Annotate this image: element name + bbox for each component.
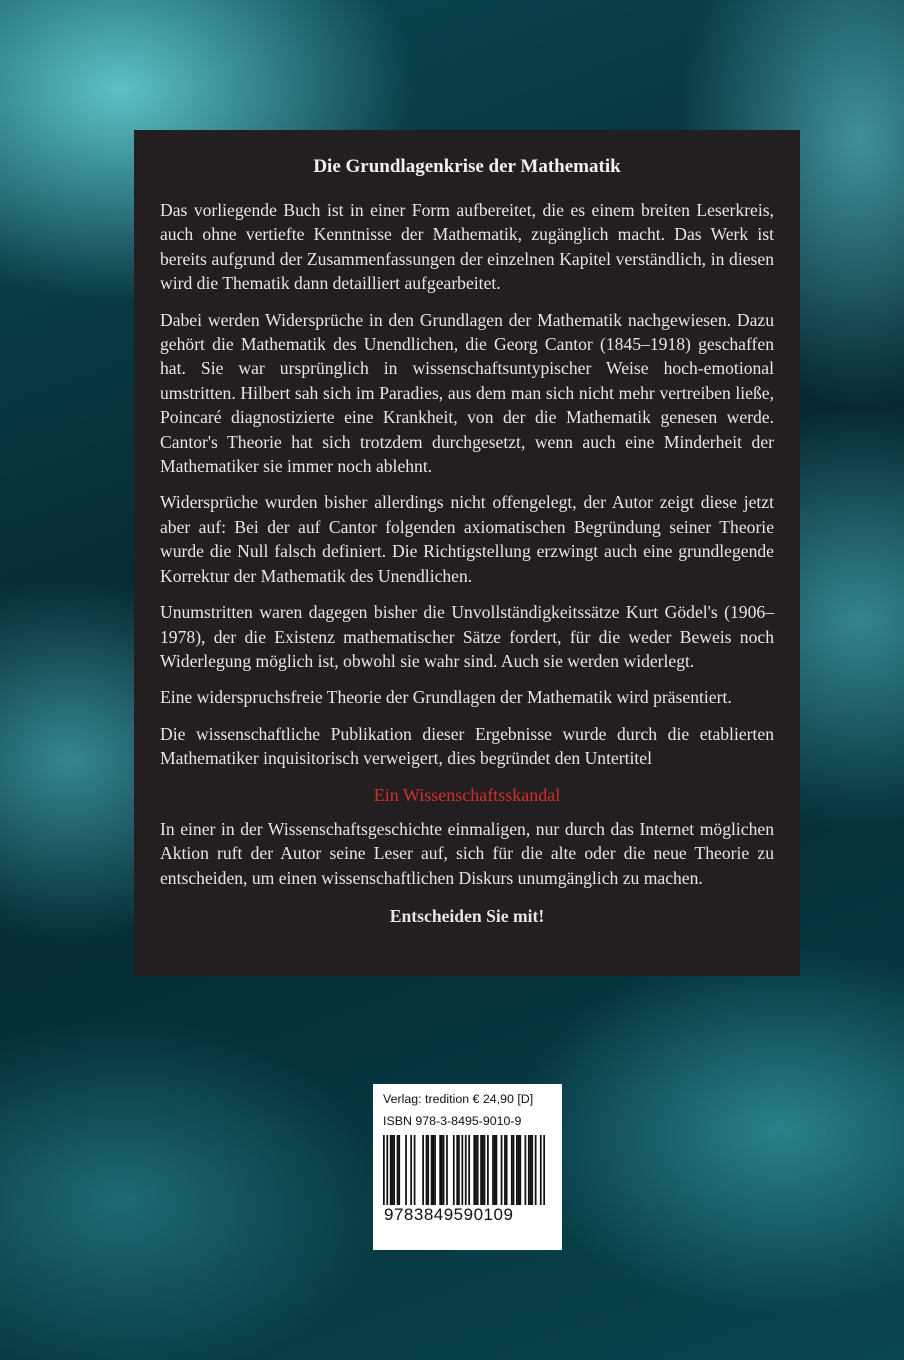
- barcode-bar: [410, 1135, 412, 1205]
- isbn-number: ISBN 978-3-8495-9010-9: [383, 1114, 522, 1128]
- barcode-bar: [492, 1135, 494, 1205]
- barcode-bar: [386, 1135, 388, 1205]
- barcode-bar: [461, 1135, 463, 1205]
- barcode-bar: [484, 1135, 486, 1205]
- barcode-bar: [414, 1135, 416, 1205]
- barcode-bar: [511, 1135, 513, 1205]
- book-title: Die Grundlagenkrise der Mathematik: [313, 156, 621, 177]
- barcode-bar: [392, 1135, 394, 1205]
- barcode-bar: [494, 1135, 496, 1205]
- blurb-paragraph-2: Dabei werden Widersprüche in den Grundlagen der Mathematik nachgewiesen. Dazu gehört die Mathematik des Unendlichen, die Georg Cantor (1845–1918) geschaffen hat. Sie war ursprünglich in wissenschaftsuntypischer Weise hoch-emotional umstritten. Hilbert sah sich im Paradies, aus dem man sich nicht mehr vertreiben ließe, Poincaré diagnostizierte eine Krankheit, von der die Mathematik genesen werde. Cantor's Theorie hat sich trotzdem durchgesetzt, wenn auch eine Minderheit der Mathematiker sie immer noch ablehnt.: [160, 309, 774, 477]
- barcode-bar: [528, 1135, 530, 1205]
- publisher-price: Verlag: tredition € 24,90 [D]: [383, 1092, 534, 1106]
- barcode-bar: [531, 1135, 533, 1205]
- barcode-bar: [477, 1135, 479, 1205]
- barcode-bar: [519, 1135, 521, 1205]
- blurb-paragraph-5: Eine widerspruchsfreie Theorie der Grundlagen der Mathematik wird präsentiert.: [160, 687, 732, 708]
- barcode-bar: [441, 1135, 443, 1205]
- barcode-bar: [501, 1135, 503, 1205]
- barcode-bar: [535, 1135, 537, 1205]
- barcode-bar: [504, 1135, 506, 1205]
- barcode-bar: [540, 1135, 542, 1205]
- barcode-bar: [543, 1135, 545, 1205]
- barcode-bar: [480, 1135, 482, 1205]
- barcode-bar: [496, 1135, 498, 1205]
- blurb-paragraph-3: Widersprüche wurden bisher allerdings nicht offengelegt, der Autor zeigt diese jetzt aber auf: Bei der auf Cantor folgenden axiomatischen Begründung seiner Theorie wurde die Null falsch definiert. Die Richtigstellung erzwingt auch eine grundlegende Korrektur der Mathematik des Unendlichen.: [160, 492, 774, 586]
- barcode-bar: [422, 1135, 424, 1205]
- barcode-bar: [446, 1135, 448, 1205]
- barcode-bar: [453, 1135, 455, 1205]
- barcode-bar: [530, 1135, 532, 1205]
- barcode-bar: [487, 1135, 489, 1205]
- blurb-paragraph-6: Die wissenschaftliche Publikation dieser Ergebnisse wurde durch die etablierten Mathematiker inquisitorisch verweigert, dies begründet den Untertitel: [160, 723, 774, 769]
- barcode-bar: [383, 1135, 385, 1205]
- barcode-bar: [525, 1135, 527, 1205]
- back-cover-text-panel: [134, 130, 800, 976]
- barcode-bar: [393, 1135, 395, 1205]
- barcode-bar: [443, 1135, 445, 1205]
- call-to-action: Entscheiden Sie mit!: [389, 906, 545, 927]
- blurb-paragraph-1: Das vorliegende Buch ist in einer Form aufbereitet, die es einem breiten Leserkreis, auch ohne vertiefte Kenntnisse der Mathematik, zugänglich macht. Das Werk ist bereits aufgrund der Zusammenfassungen der einzelnen Kapitel verständlich, in diesen wird die Thematik dann detailliert aufgearbeitet.: [160, 200, 774, 294]
- barcode-bar: [513, 1135, 515, 1205]
- barcode-bar: [431, 1135, 433, 1205]
- barcode-bar: [475, 1135, 477, 1205]
- barcode-bar: [473, 1135, 475, 1205]
- barcode-label: [373, 1084, 562, 1250]
- barcode-bar: [506, 1135, 508, 1205]
- subtitle-highlight: Ein Wissenschaftsskandal: [373, 784, 561, 805]
- barcode-bar: [432, 1135, 434, 1205]
- barcode-bar: [405, 1135, 407, 1205]
- barcode-bar: [516, 1135, 518, 1205]
- barcode-bar: [518, 1135, 520, 1205]
- barcode-bar: [397, 1135, 399, 1205]
- barcode-bar: [468, 1135, 470, 1205]
- barcode-bar: [434, 1135, 436, 1205]
- barcode-bar: [456, 1135, 458, 1205]
- barcode-bar: [427, 1135, 429, 1205]
- barcode-bar: [398, 1135, 400, 1205]
- barcode-bar: [458, 1135, 460, 1205]
- barcode-bar: [439, 1135, 441, 1205]
- barcode-bar: [426, 1135, 428, 1205]
- barcode-bar: [482, 1135, 484, 1205]
- barcode-bar: [390, 1135, 392, 1205]
- closing-paragraph: In einer in der Wissenschaftsgeschichte einmaligen, nur durch das Internet möglichen Aktion ruft der Autor seine Leser auf, sich für die alte oder die neue Theorie zu entscheiden, um einen wissenschaftlichen Diskurs unumgänglich zu machen.: [160, 818, 774, 888]
- ean-digits: 9783849590109: [384, 1205, 514, 1224]
- barcode-bar: [465, 1135, 467, 1205]
- blurb-paragraph-4: Unumstritten waren dagegen bisher die Unvollständigkeitssätze Kurt Gödel's (1906–1978), der die Existenz mathematischer Sätze fordert, für die weder Beweis noch Widerlegung möglich ist, obwohl sie wahr sind. Auch sie werden widerlegt.: [160, 602, 774, 671]
- barcode-bars: [383, 1135, 545, 1205]
